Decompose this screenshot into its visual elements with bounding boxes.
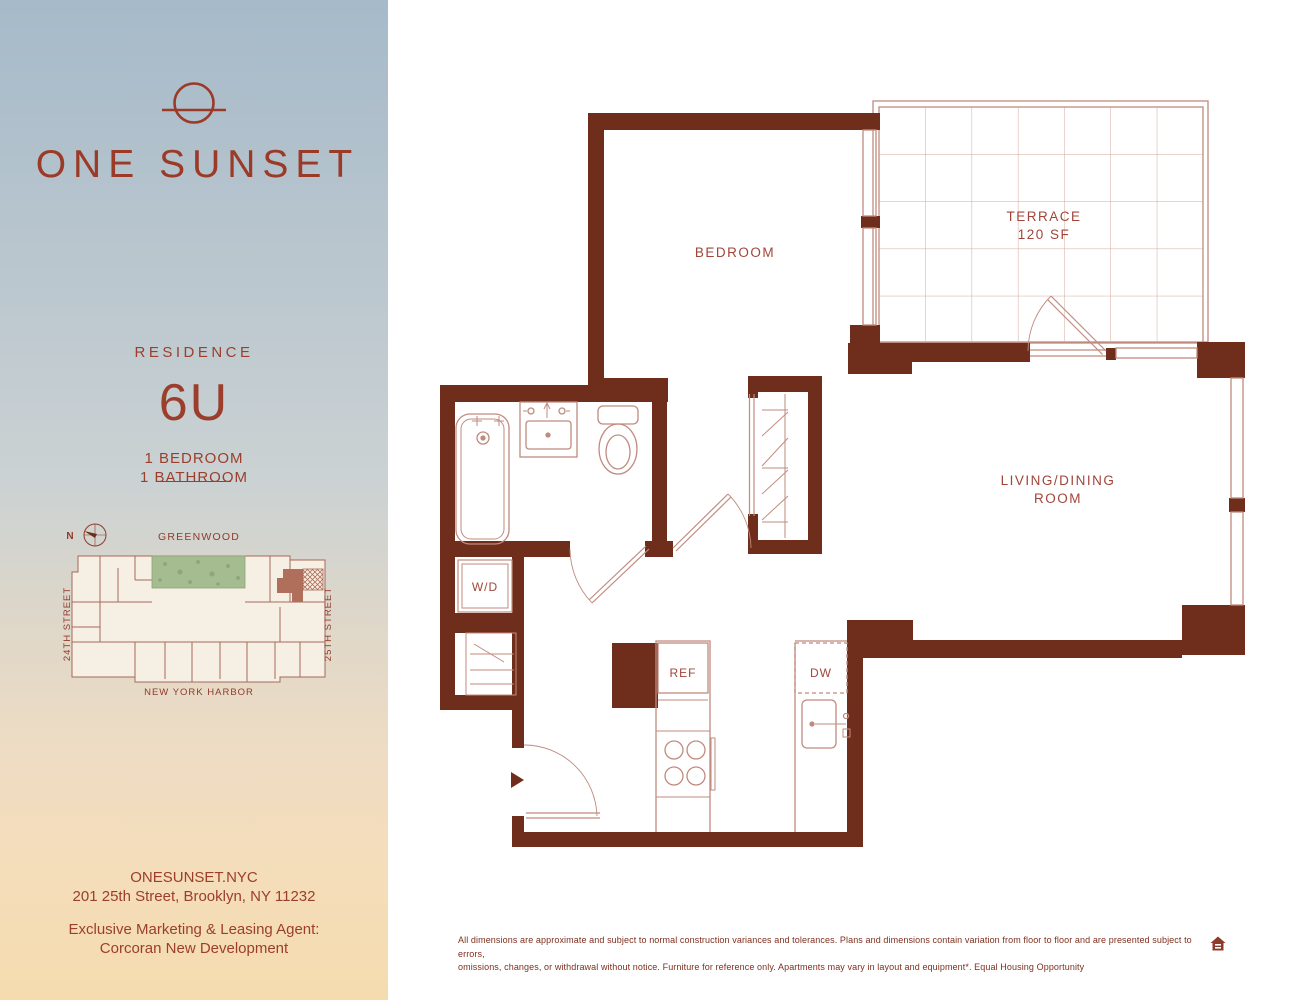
residence-feature-bathroom: 1 BATHROOM [139, 469, 249, 486]
linen-closet-shelves [466, 633, 516, 695]
entry-door [524, 745, 600, 818]
street-left-label: 24TH STREET [62, 586, 73, 662]
bathtub [456, 414, 509, 544]
street-right-label: 25TH STREET [323, 586, 334, 662]
bedroom-terrace-window [863, 130, 876, 216]
bathroom-door [570, 546, 649, 603]
website-text: ONESUNSET.NYC [130, 869, 258, 886]
address-text: 201 25th Street, Brooklyn, NY 11232 [72, 887, 316, 905]
bedroom-door [673, 494, 751, 551]
closet-sliding-door [750, 394, 755, 516]
sidebar-panel [0, 0, 388, 1000]
living-room-window [1231, 512, 1243, 605]
brand-wordmark: ONE SUNSET [35, 143, 360, 186]
agent-block [0, 921, 388, 958]
kitchen-sink [802, 700, 850, 748]
terrace-area-label: 120 SF [1017, 227, 1071, 242]
bathroom-sink [520, 402, 577, 457]
hanging-closet-rod [762, 394, 788, 538]
living-room-window [1231, 378, 1243, 498]
terrace-window [1116, 348, 1197, 358]
residence-unit: 6U [158, 374, 230, 432]
residence-block [0, 344, 388, 487]
doors [524, 296, 1106, 818]
oven-handle [711, 738, 715, 790]
residence-label: RESIDENCE [134, 344, 254, 361]
entry-arrow-icon [511, 772, 524, 788]
agent-name: Corcoran New Development [99, 939, 289, 957]
dishwasher-label: DW [810, 666, 832, 680]
living-room-label2: ROOM [1034, 491, 1082, 506]
disclaimer-line-2: omissions, changes, or withdrawal without notice. Furniture for reference only. Apartments may vary in layout and equipment*. Equal Housing Opportunity [458, 962, 1085, 972]
disclaimer-line-1: All dimensions are approximate and subject to normal construction variances and tolerances. Plans and dimensions contain variation from floor to floor and are presented subject to errors, [458, 935, 1192, 959]
hatched-terrace-area [303, 569, 323, 590]
bedroom-terrace-window [863, 228, 876, 325]
stove [656, 731, 715, 797]
washer-dryer-label: W/D [471, 580, 499, 594]
compass-north-icon [66, 524, 106, 546]
svg-text:N: N [66, 531, 74, 542]
contact-block [0, 869, 388, 906]
district-label: GREENWOOD [158, 531, 240, 543]
residence-feature-bedroom: 1 BEDROOM [144, 450, 244, 467]
equal-housing-opportunity-icon [1210, 936, 1226, 952]
living-room-label: LIVING/DINING [1000, 473, 1116, 488]
terrace-label: TERRACE [1006, 209, 1082, 224]
agent-label: Exclusive Marketing & Leasing Agent: [68, 921, 320, 938]
refrigerator-label: REF [669, 666, 697, 680]
toilet [598, 406, 638, 474]
waterfront-label: NEW YORK HARBOR [144, 687, 254, 698]
brand-logo [0, 82, 388, 187]
sunset-circle-icon [159, 82, 229, 128]
bedroom-label: BEDROOM [694, 245, 776, 260]
terrace-door-threshold [1030, 350, 1106, 356]
floor-plan [400, 90, 1260, 860]
disclaimer-text [458, 934, 1198, 975]
bathroom-fixtures [456, 402, 638, 544]
courtyard-green [152, 556, 245, 588]
divider-rule [157, 481, 231, 482]
site-map [40, 512, 360, 707]
